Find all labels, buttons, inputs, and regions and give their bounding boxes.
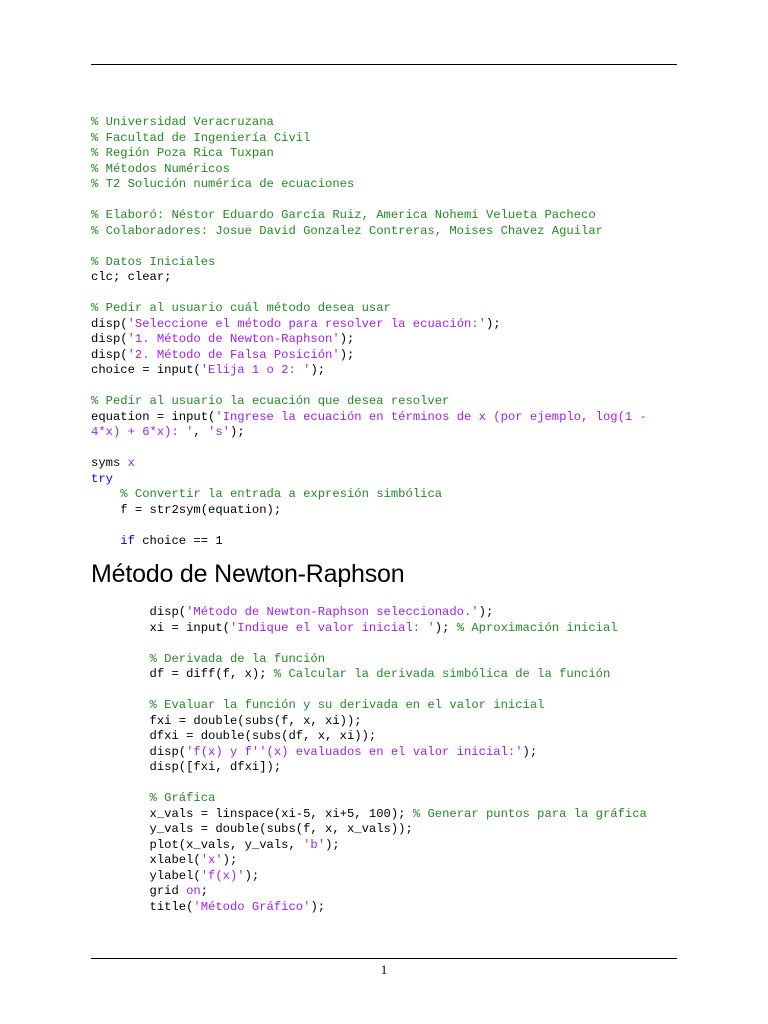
code-token-comment: % Gráfica <box>149 791 216 805</box>
code-token-comment: % Facultad de Ingeniería Civil <box>91 130 311 145</box>
code-token-code: choice == 1 <box>134 533 223 548</box>
code-token-code <box>91 652 150 666</box>
code-token-code: ); <box>478 605 494 619</box>
code-token-code <box>91 698 150 712</box>
code-token-code: ); <box>230 425 245 439</box>
code-line <box>91 621 691 637</box>
code-token-code: ylabel( <box>91 868 201 883</box>
code-line <box>91 518 691 534</box>
code-token-string: 4*x) + 6*x): ' <box>91 425 194 439</box>
code-line <box>91 652 691 668</box>
code-line <box>91 636 691 652</box>
code-token-string: 'Elija 1 o 2: ' <box>200 363 311 377</box>
code-line <box>91 332 691 348</box>
code-line <box>91 667 691 683</box>
code-token-code: f = str2sym(equation); <box>91 502 282 517</box>
code-token-code: xi = input( <box>91 620 230 635</box>
code-token-code: ); <box>339 332 355 346</box>
footer-rule <box>91 958 677 959</box>
code-token-code: disp( <box>91 347 128 362</box>
code-line <box>91 177 691 193</box>
code-token-code: x_vals = linspace(xi-5, xi+5, 100); <box>91 806 413 821</box>
code-token-string: on <box>186 884 201 898</box>
code-token-code: ); <box>244 868 260 883</box>
code-token-code: ); <box>522 744 538 759</box>
code-line <box>91 363 691 379</box>
code-line <box>91 425 691 441</box>
code-token-string: 'Método Gráfico' <box>193 899 311 914</box>
code-block-intro <box>91 115 691 549</box>
code-line <box>91 301 691 317</box>
code-token-comment: % Elaboró: Néstor Eduardo García Ruiz, America Nohemi Velueta Pacheco <box>91 208 596 222</box>
code-token-code: disp( <box>91 332 128 346</box>
code-token-string: 'b' <box>303 837 326 852</box>
code-token-comment: % Pedir al usuario la ecuación que desea resolver <box>91 394 450 408</box>
code-token-code: title( <box>91 899 194 914</box>
code-token-code: df = diff(f, x); <box>91 667 274 681</box>
code-token-code: ); <box>485 316 501 331</box>
code-token-code: disp( <box>91 744 187 759</box>
code-line <box>91 760 691 776</box>
code-line <box>91 683 691 699</box>
code-token-string: 'Indique el valor inicial: ' <box>229 620 435 635</box>
code-token-code: grid <box>91 884 187 898</box>
code-token-code <box>91 534 120 548</box>
code-token-code <box>91 487 120 501</box>
code-token-code: ); <box>222 853 238 867</box>
code-line <box>91 900 691 916</box>
code-token-comment: % Colaboradores: Josue David Gonzalez Contreras, Moises Chavez Aguilar <box>91 223 603 238</box>
code-line <box>91 776 691 792</box>
code-line <box>91 745 691 761</box>
code-line <box>91 853 691 869</box>
code-token-code: ); <box>310 899 326 914</box>
code-line <box>91 115 691 131</box>
code-line <box>91 869 691 885</box>
code-token-code: ); <box>339 347 355 362</box>
code-token-code: ); <box>310 363 326 377</box>
code-token-code: xlabel( <box>91 853 201 867</box>
code-line <box>91 270 691 286</box>
page-number: 1 <box>380 962 388 977</box>
code-block-newton <box>91 605 691 915</box>
code-line <box>91 162 691 178</box>
code-line <box>91 379 691 395</box>
code-token-string: 'Método de Newton-Raphson seleccionado.' <box>186 605 479 619</box>
code-token-code: dfxi = double(subs(df, x, xi)); <box>91 729 377 743</box>
code-token-code: ); <box>434 620 457 635</box>
code-token-comment: % Métodos Numéricos <box>91 161 230 176</box>
code-line <box>91 348 691 364</box>
code-line <box>91 534 691 550</box>
code-token-code: clc; clear; <box>91 270 172 284</box>
code-token-comment: % Datos Iniciales <box>91 254 216 269</box>
code-token-comment: % Pedir al usuario cuál método desea usar <box>91 301 391 315</box>
code-token-comment: % Región Poza Rica Tuxpan <box>91 146 274 160</box>
code-token-code: ); <box>325 837 340 852</box>
code-token-string: 'Seleccione el método para resolver la ecuación:' <box>127 316 486 331</box>
section-heading: Método de Newton-Raphson <box>91 560 405 588</box>
code-token-code: plot(x_vals, y_vals, <box>91 837 304 852</box>
code-token-string: x <box>127 456 135 470</box>
code-token-string: 'f(x)' <box>200 868 245 883</box>
code-token-code: choice = input( <box>91 363 201 377</box>
code-token-comment: % Convertir la entrada a expresión simbólica <box>120 487 443 501</box>
code-token-comment: % Universidad Veracruzana <box>91 115 274 129</box>
code-line <box>91 410 691 426</box>
code-token-comment: % T2 Solución numérica de ecuaciones <box>91 177 355 191</box>
code-token-code: equation = input( <box>91 409 216 424</box>
code-token-string: '1. Método de Newton-Raphson' <box>127 332 340 346</box>
code-line <box>91 487 691 503</box>
code-token-code <box>91 791 150 805</box>
code-line <box>91 208 691 224</box>
code-line <box>91 456 691 472</box>
code-line <box>91 441 691 457</box>
code-line <box>91 239 691 255</box>
code-token-string: 'f(x) y f''(x) evaluados en el valor inicial:' <box>186 744 523 759</box>
code-token-string: 'Ingrese la ecuación en términos de x (por ejemplo, log(1 - <box>215 409 647 424</box>
code-token-keyword: if <box>120 533 135 548</box>
code-token-code: fxi = double(subs(f, x, xi)); <box>91 713 362 728</box>
code-line <box>91 791 691 807</box>
code-line <box>91 807 691 823</box>
code-line <box>91 884 691 900</box>
code-line <box>91 394 691 410</box>
code-line <box>91 286 691 302</box>
code-line <box>91 146 691 162</box>
code-line <box>91 838 691 854</box>
code-token-code: , <box>193 425 209 439</box>
code-line <box>91 729 691 745</box>
code-line <box>91 317 691 333</box>
code-line <box>91 193 691 209</box>
code-line <box>91 714 691 730</box>
code-line <box>91 605 691 621</box>
code-line <box>91 472 691 488</box>
code-token-code: disp( <box>91 605 187 619</box>
code-token-code: disp([fxi, dfxi]); <box>91 760 282 774</box>
code-line <box>91 131 691 147</box>
code-token-comment: % Generar puntos para la gráfica <box>412 806 647 821</box>
code-token-comment: % Derivada de la función <box>149 651 326 666</box>
code-line <box>91 503 691 519</box>
code-token-code: disp( <box>91 316 128 331</box>
code-token-string: 'x' <box>200 853 223 867</box>
code-token-comment: % Evaluar la función y su derivada en el valor inicial <box>149 698 545 712</box>
code-token-comment: % Aproximación inicial <box>456 620 618 635</box>
code-token-keyword: try <box>91 471 113 486</box>
code-line <box>91 224 691 240</box>
code-line <box>91 822 691 838</box>
code-token-string: 's' <box>208 425 230 439</box>
code-token-code: ; <box>200 884 209 898</box>
code-token-string: '2. Método de Falsa Posición' <box>127 347 340 362</box>
code-line <box>91 255 691 271</box>
header-rule <box>91 64 677 65</box>
code-token-code: syms <box>91 456 128 470</box>
code-token-comment: % Calcular la derivada simbólica de la función <box>273 667 611 681</box>
code-line <box>91 698 691 714</box>
code-token-code: y_vals = double(subs(f, x, x_vals)); <box>91 822 413 836</box>
